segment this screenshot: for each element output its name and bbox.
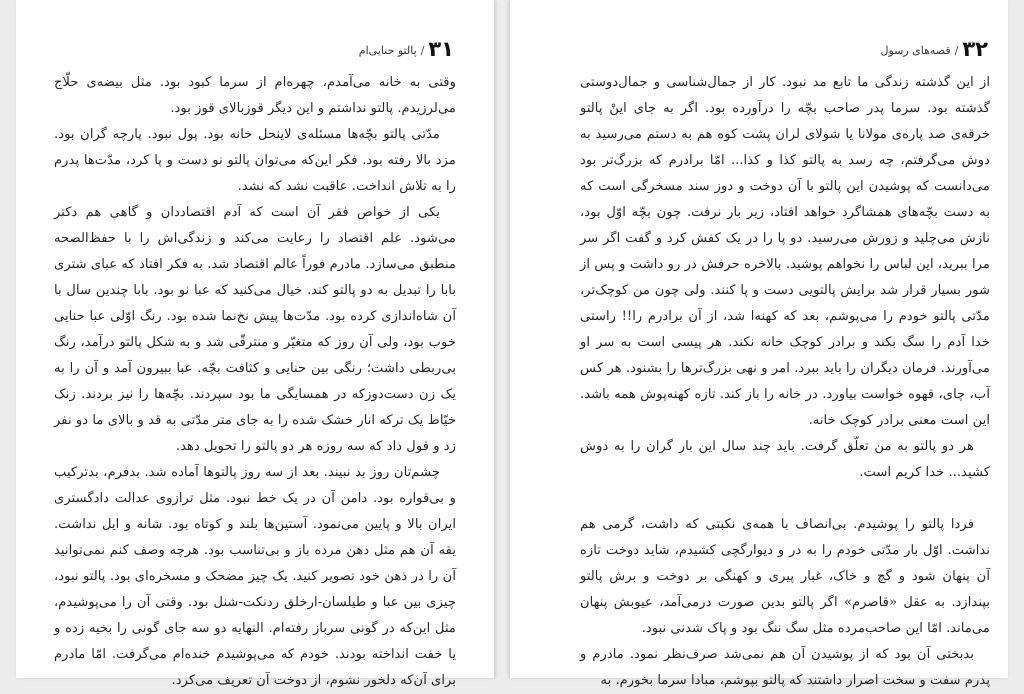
- paragraph: مدّتی پالتو بچّه‌ها مسئله‌ی لاینحل خانه بود. پول نبود. پارچه گران بود. مزد بالا رفته بود. فکر این‌که می‌توان پالتو نو دست و پا کرد، مدّت‌ها پدرم را به تلاش انداخت. عاقبت نشد که نشد.: [54, 127, 456, 194]
- page-body: [54, 70, 456, 694]
- page-header: [880, 34, 988, 60]
- left-page: [16, 0, 495, 688]
- page-body: [580, 70, 990, 694]
- page-number: ۳۱: [428, 37, 454, 61]
- paragraph: فردا پالتو را پوشیدم. بی‌انصاف با همه‌ی نکبتی که داشت، گرمی هم نداشت. اوّل بار مدّتی خودم را به در و دیوارگچی کشیدم، شاید دوخت تازه آن پنهان شود و گچ و خاک، غبار پیری و کهنگی بر دوخت و برش پالتو بپندازد. به عقل «قاصرم» اگر پالتو بدین صورت درمی‌آمد، عیوبش پنهان می‌ماند. امّا این صاحب‌مرده مثل سگ ننگ بود و پاک شدنی نبود.: [580, 517, 990, 636]
- right-page: [509, 0, 1008, 688]
- paragraph: وقتی به خانه می‌آمدم، چهره‌ام از سرما کبود بود. مثل بیضه‌ی حلّاج می‌لرزیدم. پالتو نداشتم و این دیگر قوزبالای قوز بود.: [54, 75, 456, 116]
- section-break: [580, 486, 990, 512]
- paragraph: بدبختی آن بود که از پوشیدن آن هم نمی‌شد صرف‌نظر نمود. مادرم و پدرم سفت و سخت اصرار داشتند که پالتو بپوشم، مبادا سرما بخورم. به: [580, 647, 990, 688]
- page-number: ۳۲: [962, 37, 988, 61]
- header-separator: /: [420, 44, 425, 57]
- paragraph: چشم‌تان روز بد نبیند. بعد از سه روز پالتوها آماده شد. بدفرم، بدترکیب و بی‌قواره بود. دامن آن در یک خط نبود. مثل ترازوی عدالت دادگستری ایران بالا و پایین می‌نمود. آستین‌ها بلند و کوتاه بود. شانه و ایل نداشت. یقه آن هم مثل دهن مرده باز و بی‌تناسب بود. هرچه وصف کنم نمی‌توانید آن را در ذهن خود تصویر کنید. یک چیز مضحک و مسخره‌ای بود. پالتو نبود، چیزی بین عبا و طیلسان-ارخلق ردنکت-شنل بود. وقتی آن را می‌پوشیدم، مثل این‌که در گونی سرباز رفته‌ام. النهایه دو سه جای گونی را بخیه زده و یا خفت انداخته بودند. خودم که می‌پوشیدم خنده‌ام می‌گرفت. امّا مادرم برای آن‌که دلخور نشوم، از دوخت آن تعریف می‌کرد.: [54, 465, 456, 688]
- paragraph: هر دو پالتو به من تعلّق گرفت. باید چند سال این بار گران را به دوش کشید... خدا کریم است.: [580, 439, 990, 480]
- paragraph: از این گذشته زندگی ما تابع مد نبود. کار از جمال‌شناسی و جمال‌دوستی گذشته بود. سرما پدر صاحب بچّه را درآورده بود. اگر به جای اینْ پالتو خرقه‌ی صد پاره‌ی مولانا یا شولای لران پشت کوه هم به دستم می‌رسید به دوش می‌گرفتم، چه رسد به پالتو کذا و کذا... امّا برادرم که بزرگ‌تر بود می‌دانست که پوشیدن این پالتو با آن دوخت و دوز سند مسخرگی است که به دست بچّه‌های همشاگرد خواهد افتاد، زیر بار نرفت. چون بچّه اوّل بود، نازش می‌چلید و زورش می‌رسید. دو پا را در یک کفش کرد و گفت اگر سر مرا ببرید، این لباس را نخواهم پوشید. بالاخره حرفش در رو داشت و پس از شور بسیار قرار شد برایش پالتویی دست و پا کنند. ولی چون من کوچک‌تر، مدّتی پالتو خودم را می‌پوشم، بعد که کهنه‌ا شد، از آن برادرم را!! راستی خدا آدم را سگ بکند و برادر کوچک خانه نکند. هر پیسی است به سر او می‌آورند. فرمان دیگران را باید ببرد. امر و نهی بزرگ‌ترها را بشنود. هر کس آب، چای، قهوه خواست بیاورد. در خانه را باز کند. تازه کهنه‌پوش همه باشد. این است معنی برادر کوچک خانه.: [580, 75, 990, 428]
- running-title: قصه‌های رسول: [880, 44, 951, 57]
- header-separator: /: [954, 44, 959, 57]
- running-title: پالتو حنایی‌ام: [358, 44, 417, 57]
- paragraph: یکی از خواص فقر آن است که آدم اقتصاددان و گاهی هم دکتر می‌شود. علم اقتصاد را رعایت می‌کند و زندگی‌اش را با حفظ‌الصحه منطبق می‌سازد. مادرم فوراً عالم اقتصاد شد. به فکر افتاد که عبای شتری بابا را تبدیل به دو پالتو کند. خیال می‌کنید که عبا نو بود. بابا چندین سال با آن شاه‌اندازی کرده بود. مدّت‌ها پیش نخ‌نما شده بود. رنگ اوّلی عبا حنایی خوب بود، ولی آن روز که متغیّر و منترقّی شد و به شکل پالتو درآمد، رنگ بی‌ربطی داشت؛ رنگی بین حنایی و کثافت بچّه. عبا ببیرون آمد و آن را به یک زن دست‌دوزکه در همسایگی ما بود سپردند. بچّه‌ها را نیز بردند. زنک خیّاط یک ترکه انار خشک شده را به جای متر مدّتی به قد و بالای ما دو نفر زد و قول داد که سه روزه هر دو پالتو را تحویل دهد.: [54, 205, 456, 454]
- page-header: [359, 34, 454, 60]
